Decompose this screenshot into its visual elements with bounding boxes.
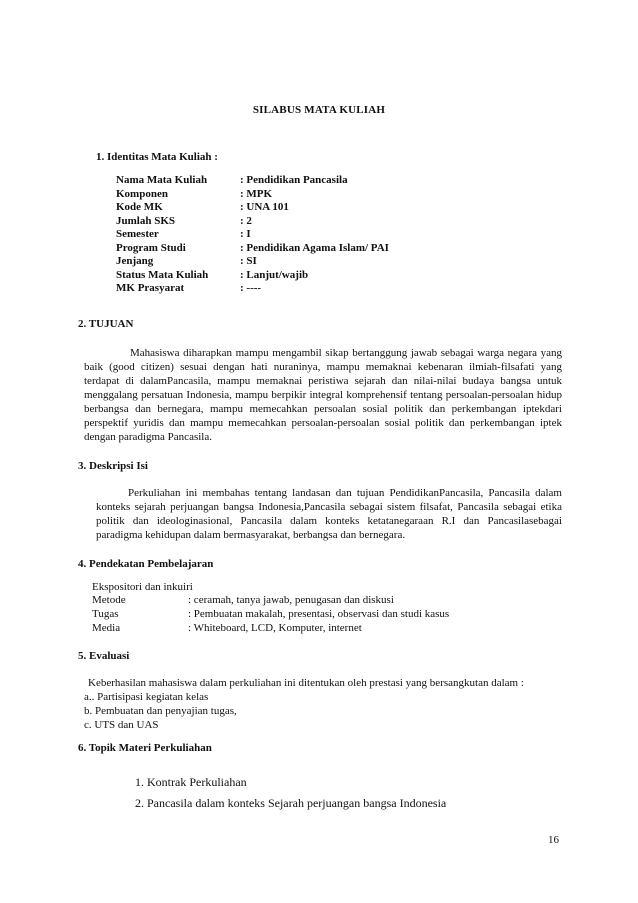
identitas-label-7: Status Mata Kuliah bbox=[116, 268, 209, 281]
identitas-value-1: : MPK bbox=[240, 187, 273, 200]
evaluasi-heading: 5. Evaluasi bbox=[78, 650, 130, 662]
identitas-value-8: : ---- bbox=[240, 282, 262, 294]
identitas-value-6: : SI bbox=[240, 255, 257, 267]
deskripsi-heading: 3. Deskripsi Isi bbox=[78, 460, 148, 472]
identitas-value-5: : Pendidikan Agama Islam/ PAI bbox=[240, 241, 389, 254]
pendekatan-value-0: : ceramah, tanya jawab, penugasan dan diskusi bbox=[188, 593, 394, 606]
identitas-heading: 1. Identitas Mata Kuliah : bbox=[96, 151, 218, 163]
pendekatan-value-2: : Whiteboard, LCD, Komputer, internet bbox=[188, 621, 362, 634]
identitas-value-7: : Lanjut/wajib bbox=[240, 268, 309, 281]
identitas-value-4: : I bbox=[240, 228, 251, 240]
page-number: 16 bbox=[548, 834, 559, 846]
evaluasi-item-1: b. Pembuatan dan penyajian tugas, bbox=[84, 705, 237, 717]
page-title: SILABUS MATA KULIAH bbox=[252, 104, 386, 116]
deskripsi-text: Perkuliahan ini membahas tentang landasan dan tujuan PendidikanPancasila, Pancasila dalam konteks sejarah perjuangan bangsa Indonesia,Pancasila sebagai sistem filsafat, Pancasila sebagai etika politik dan ideologinasional, Pancasila dalam konteks ketatanegaraan R.I dan Pancasilasebagai paradigma kehidupan dalam bermasyarakat, berbangsa dan bernegara. bbox=[96, 487, 562, 541]
identitas-label-2: Kode MK bbox=[116, 201, 163, 213]
tujuan-heading: 2. TUJUAN bbox=[78, 318, 134, 330]
identitas-label-5: Program Studi bbox=[116, 241, 186, 254]
pendekatan-value-1: : Pembuatan makalah, presentasi, observasi dan studi kasus bbox=[188, 607, 450, 620]
identitas-label-8: MK Prasyarat bbox=[116, 282, 185, 294]
topik-item-0: 1. Kontrak Perkuliahan bbox=[135, 775, 247, 789]
evaluasi-intro: Keberhasilan mahasiswa dalam perkuliahan ini ditentukan oleh prestasi yang bersangkutan dalam : bbox=[88, 677, 524, 689]
pendekatan-heading: 4. Pendekatan Pembelajaran bbox=[78, 558, 214, 570]
pendekatan-intro: Ekspositori dan inkuiri bbox=[92, 581, 193, 593]
identitas-label-6: Jenjang bbox=[116, 255, 154, 267]
tujuan-text: Mahasiswa diharapkan mampu mengambil sikap bertanggung jawab sebagai warga negara yang baik (good citizen) sesuai dengan hati nuraninya, mampu memaknai kebenaran ilmiah-filsafati yang terdapat di dalamPancasila, mampu memaknai peristiwa sejarah dan nilai-nilai budaya bangsa untuk menggalang persatuan Indonesia, mampu berpikir integral komprehensif tentang persoalan-persoalan hidup berbangsa dan bernegara, mampu memecahkan persoalan sosial politik dan perkembangan iptekdari perspektif yuridis dan mampu memecahkan persoalan-persoalan sosial politik dan perkembangan iptek dengan paradigma Pancasila. bbox=[84, 347, 562, 443]
evaluasi-item-2: c. UTS dan UAS bbox=[84, 719, 159, 731]
pendekatan-label-2: Media bbox=[92, 621, 121, 634]
evaluasi-item-0: a.. Partisipasi kegiatan kelas bbox=[84, 691, 209, 703]
pendekatan-label-0: Metode bbox=[92, 593, 126, 606]
topik-item-1: 2. Pancasila dalam konteks Sejarah perjuangan bangsa Indonesia bbox=[135, 796, 447, 810]
topik-heading: 6. Topik Materi Perkuliahan bbox=[78, 742, 212, 754]
identitas-value-2: : UNA 101 bbox=[240, 201, 289, 213]
identitas-value-0: : Pendidikan Pancasila bbox=[240, 174, 348, 186]
identitas-label-3: Jumlah SKS bbox=[116, 214, 175, 227]
identitas-value-3: : 2 bbox=[240, 214, 252, 227]
identitas-label-1: Komponen bbox=[116, 187, 168, 200]
pendekatan-label-1: Tugas bbox=[92, 607, 119, 620]
identitas-label-4: Semester bbox=[116, 228, 159, 240]
identitas-label-0: Nama Mata Kuliah bbox=[116, 174, 208, 186]
